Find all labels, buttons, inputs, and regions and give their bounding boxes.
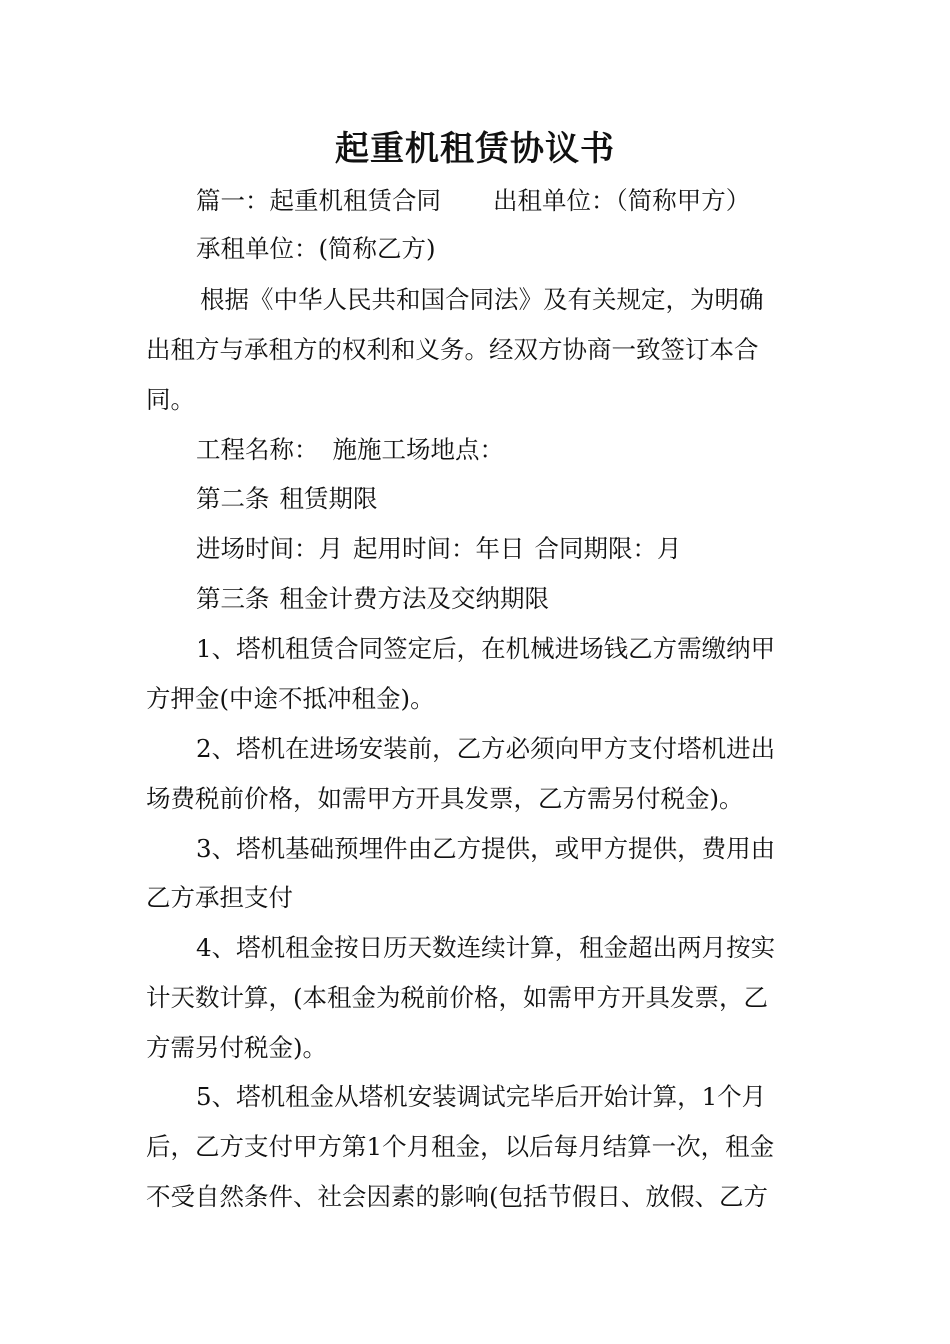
- paragraph-line: [146, 1182, 768, 1212]
- paragraph-text: 第三条: [196, 584, 270, 613]
- paragraph-text: 不受自然条件、社会因素的影响(包括节假日、放假、乙方: [146, 1182, 769, 1211]
- paragraph-text: 进场时间：月: [196, 534, 343, 563]
- paragraph-text: 方押金(中途不抵冲租金)。: [146, 684, 435, 713]
- paragraph-line: [146, 335, 759, 365]
- paragraph-line: [196, 186, 750, 216]
- paragraph-text: 5、塔机租金从塔机安装调试完毕后开始计算，1个月: [196, 1082, 767, 1111]
- paragraph-text: 施施工场地点：: [332, 435, 504, 464]
- paragraph-text: 3、塔机基础预埋件由乙方提供，或甲方提供，费用由: [196, 834, 776, 863]
- paragraph-text: 出租单位：（简称甲方）: [493, 186, 751, 215]
- paragraph-line: [146, 1132, 774, 1162]
- paragraph-text: 1、塔机租赁合同签定后，在机械进场钱乙方需缴纳甲: [196, 634, 776, 663]
- paragraph-line: [200, 285, 764, 315]
- paragraph-line: [196, 234, 436, 264]
- paragraph-text: 场费税前价格，如需甲方开具发票，乙方需另付税金)。: [146, 784, 744, 813]
- paragraph-line: [146, 883, 293, 913]
- paragraph-text: 方需另付税金)。: [146, 1033, 328, 1062]
- paragraph-line: [196, 534, 682, 564]
- paragraph-text: 篇一：起重机租赁合同: [196, 186, 441, 215]
- document-title: 起重机租赁协议书: [335, 129, 615, 169]
- paragraph-line: [196, 1082, 766, 1112]
- paragraph-text: 租金计费方法及交纳期限: [279, 584, 549, 613]
- paragraph-line: [146, 1033, 327, 1063]
- paragraph-text: 乙方承担支付: [146, 883, 293, 912]
- paragraph-text: 计天数计算，(本租金为税前价格，如需甲方开具发票，乙: [146, 983, 769, 1012]
- paragraph-text: 工程名称：: [196, 435, 319, 464]
- paragraph-line: [196, 634, 775, 664]
- paragraph-text: 承租单位：(简称乙方): [196, 234, 436, 263]
- paragraph-line: [146, 784, 744, 814]
- paragraph-line: [196, 933, 775, 963]
- paragraph-line: [196, 734, 775, 764]
- paragraph-text: 租赁期限: [279, 484, 378, 513]
- paragraph-text: 出租方与承租方的权利和义务。经双方协商一致签订本合: [146, 335, 759, 364]
- paragraph-line: [196, 435, 504, 465]
- paragraph-text: 第二条: [196, 484, 270, 513]
- paragraph-text: 后，乙方支付甲方第1个月租金，以后每月结算一次，租金: [146, 1132, 775, 1161]
- paragraph-line: [196, 584, 549, 614]
- paragraph-text: 2、塔机在进场安装前，乙方必须向甲方支付塔机进出: [196, 734, 776, 763]
- paragraph-line: [196, 484, 378, 514]
- paragraph-line: [146, 983, 768, 1013]
- paragraph-line: [196, 834, 775, 864]
- paragraph-line: [146, 385, 195, 415]
- paragraph-text: 同。: [146, 385, 195, 414]
- paragraph-text: 根据《中华人民共和国合同法》及有关规定，为明确: [200, 285, 764, 314]
- paragraph-text: 4、塔机租金按日历天数连续计算，租金超出两月按实: [196, 933, 776, 962]
- paragraph-text: 起用时间：年日: [353, 534, 525, 563]
- paragraph-line: [146, 684, 435, 714]
- paragraph-text: 合同期限：月: [534, 534, 682, 563]
